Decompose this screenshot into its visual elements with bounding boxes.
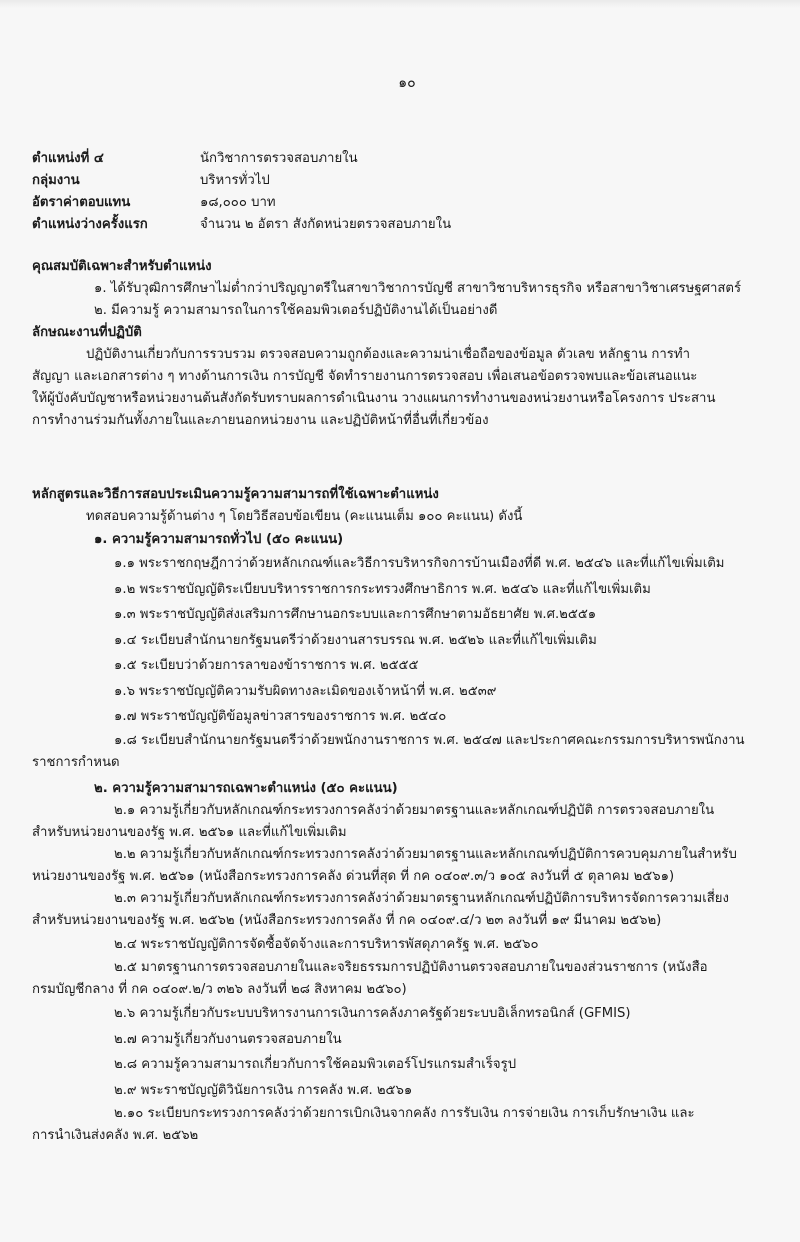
duties-line: ปฏิบัติงานเกี่ยวกับการรวบรวม ตรวจสอบความถูกต้องและความน่าเชื่อถือของข้อมูล ตัวเลข หลักฐาน การทำ	[86, 347, 690, 362]
document-page	[22, 0, 792, 1242]
info-value: จำนวน ๒ อัตรา สังกัดหน่วยตรวจสอบภายใน	[200, 217, 452, 232]
duties-line: สัญญา และเอกสารต่าง ๆ ทางด้านการเงิน การบัญชี จัดทำรายงานการตรวจสอบ เพื่อเสนอข้อตรวจพบและข้อเสนอแนะ	[32, 369, 698, 384]
exam-intro: ทดสอบความรู้ด้านต่าง ๆ โดยวิธีสอบข้อเขียน (คะแนนเต็ม ๑๐๐ คะแนน) ดังนี้	[86, 509, 523, 524]
info-value: นักวิชาการตรวจสอบภายใน	[200, 151, 358, 166]
info-row-salary	[32, 192, 451, 214]
qualification-item: ๒. มีความรู้ ความสามารถในการใช้คอมพิวเตอร์ปฏิบัติงานได้เป็นอย่างดี	[94, 303, 498, 318]
general-item: ๑.๒ พระราชบัญญัติระเบียบบริหารราชการกระทรวงศึกษาธิการ พ.ศ. ๒๕๔๖ และที่แก้ไขเพิ่มเติม	[114, 581, 651, 597]
position-info	[32, 148, 451, 236]
qualifications-section	[32, 256, 787, 322]
info-value: บริหารทั่วไป	[200, 173, 270, 188]
exam-section	[32, 484, 787, 1147]
item-line: สำหรับหน่วยงานของรัฐ พ.ศ. ๒๕๖๒ (หนังสือกระทรวงการคลัง ที่ กค ๐๔๐๙.๔/ว ๒๓ ลงวันที่ ๑๙ มีนาคม ๒๕๖๒)	[32, 912, 662, 928]
general-item: ๑.๕ ระเบียบว่าด้วยการลาของข้าราชการ พ.ศ. ๒๕๕๕	[114, 658, 419, 673]
item-line: ๒.๓ ความรู้เกี่ยวกับหลักเกณฑ์กระทรวงการคลังว่าด้วยมาตรฐานหลักเกณฑ์ปฏิบัติการบริหารจัดการความเสี่ยง	[114, 890, 729, 906]
item-line: ๒.๑๐ ระเบียบกระทรวงการคลังว่าด้วยการเบิกเงินจากคลัง การรับเงิน การจ่ายเงิน การเก็บรักษาเงิน และ	[114, 1106, 695, 1121]
item-line: สำหรับหน่วยงานของรัฐ พ.ศ. ๒๕๖๑ และที่แก้ไขเพิ่มเติม	[32, 824, 347, 840]
general-item: ๑.๔ ระเบียบสำนักนายกรัฐมนตรีว่าด้วยงานสารบรรณ พ.ศ. ๒๕๒๖ และที่แก้ไขเพิ่มเติม	[114, 632, 597, 648]
item-line: การนำเงินส่งคลัง พ.ศ. ๒๕๖๒	[32, 1128, 199, 1143]
qualifications-heading: คุณสมบัติเฉพาะสำหรับตำแหน่ง	[32, 259, 212, 274]
duties-section	[32, 322, 787, 432]
specific-item-wrapped	[32, 844, 787, 888]
item-line: หน่วยงานของรัฐ พ.ศ. ๒๕๖๑ (หนังสือกระทรวงการคลัง ด่วนที่สุด ที่ กค ๐๔๐๙.๓/ว ๑๐๕ ลงวันที่ ๕ ตุลาคม ๒๕๖๑)	[32, 868, 675, 884]
item-line: ๒.๒ ความรู้เกี่ยวกับหลักเกณฑ์กระทรวงการคลังว่าด้วยมาตรฐานและหลักเกณฑ์ปฏิบัติการควบคุมภายในสำหรับ	[114, 846, 737, 862]
specific-item-wrapped	[32, 1103, 787, 1147]
general-item: ๑.๑ พระราชกฤษฎีกาว่าด้วยหลักเกณฑ์และวิธีการบริหารกิจการบ้านเมืองที่ดี พ.ศ. ๒๕๔๖ และที่แก้ไขเพิ่มเติม	[114, 556, 725, 571]
info-label: ตำแหน่งที่ ๔	[32, 151, 104, 166]
item-line: ๒.๕ มาตรฐานการตรวจสอบภายในและจริยธรรมการปฏิบัติงานตรวจสอบภายในของส่วนราชการ (หนังสือ	[114, 960, 708, 975]
info-row-group	[32, 170, 451, 192]
specific-knowledge-title: ๒. ความรู้ความสามารถเฉพาะตำแหน่ง (๕๐ คะแนน)	[94, 780, 398, 796]
specific-item-wrapped	[32, 957, 787, 1001]
item-line: ราชการกำหนด	[32, 754, 120, 770]
general-item: ๑.๖ พระราชบัญญัติความรับผิดทางละเมิดของเจ้าหน้าที่ พ.ศ. ๒๕๓๙	[114, 683, 497, 699]
item-line: ๒.๑ ความรู้เกี่ยวกับหลักเกณฑ์กระทรวงการคลังว่าด้วยมาตรฐานและหลักเกณฑ์ปฏิบัติ การตรวจสอบภายใน	[114, 802, 715, 818]
info-label: กลุ่มงาน	[32, 173, 80, 188]
info-row-vacancy	[32, 214, 451, 236]
duties-line: การทำงานร่วมกันทั้งภายในและภายนอกหน่วยงาน และปฏิบัติหน้าที่อื่นที่เกี่ยวข้อง	[32, 413, 489, 428]
general-knowledge-title: ๑. ความรู้ความสามารถทั่วไป (๕๐ คะแนน)	[94, 532, 344, 547]
info-label: อัตราค่าตอบแทน	[32, 195, 131, 210]
general-item-wrapped	[32, 730, 787, 774]
general-item: ๑.๓ พระราชบัญญัติส่งเสริมการศึกษานอกระบบและการศึกษาตามอัธยาศัย พ.ศ.๒๕๕๑	[114, 607, 597, 622]
exam-heading: หลักสูตรและวิธีการสอบประเมินความรู้ความสามารถที่ใช้เฉพาะตำแหน่ง	[32, 487, 439, 502]
duties-paragraph	[32, 344, 787, 432]
specific-item: ๒.๘ ความรู้ความสามารถเกี่ยวกับการใช้คอมพิวเตอร์โปรแกรมสำเร็จรูป	[114, 1057, 517, 1072]
info-label: ตำแหน่งว่างครั้งแรก	[32, 217, 148, 232]
specific-item: ๒.๗ ความรู้เกี่ยวกับงานตรวจสอบภายใน	[114, 1031, 342, 1047]
specific-item: ๒.๔ พระราชบัญญัติการจัดซื้อจัดจ้างและการบริหารพัสดุภาครัฐ พ.ศ. ๒๕๖๐	[114, 936, 539, 952]
page-number: ๑๐	[398, 75, 416, 91]
duties-heading: ลักษณะงานที่ปฏิบัติ	[32, 325, 142, 340]
specific-item: ๒.๖ ความรู้เกี่ยวกับระบบบริหารงานการเงินการคลังภาครัฐด้วยระบบอิเล็กทรอนิกส์ (GFMIS)	[114, 1006, 631, 1021]
qualification-item: ๑. ได้รับวุฒิการศึกษาไม่ต่ำกว่าปริญญาตรีในสาขาวิชาการบัญชี สาขาวิชาบริหารธุรกิจ หรือสาขาวิชาเศรษฐศาสตร์	[94, 281, 742, 296]
specific-item-wrapped	[32, 800, 787, 844]
info-value: ๑๘,๐๐๐ บาท	[200, 195, 276, 210]
specific-item-wrapped	[32, 888, 787, 932]
specific-item: ๒.๙ พระราชบัญญัติวินัยการเงิน การคลัง พ.ศ. ๒๕๖๑	[114, 1082, 413, 1098]
info-row-position	[32, 148, 451, 170]
duties-line: ให้ผู้บังคับบัญชาหรือหน่วยงานต้นสังกัดรับทราบผลการดำเนินงาน วางแผนการทำงานของหน่วยงานหรือโครงการ ประสาน	[32, 391, 716, 406]
item-line: กรมบัญชีกลาง ที่ กค ๐๔๐๙.๒/ว ๓๒๖ ลงวันที่ ๒๘ สิงหาคม ๒๕๖๐)	[32, 982, 407, 997]
item-line: ๑.๘ ระเบียบสำนักนายกรัฐมนตรีว่าด้วยพนักงานราชการ พ.ศ. ๒๕๔๗ และประกาศคณะกรรมการบริหารพนักงาน	[114, 732, 745, 748]
general-item: ๑.๗ พระราชบัญญัติข้อมูลข่าวสารของราชการ พ.ศ. ๒๕๔๐	[114, 709, 447, 724]
